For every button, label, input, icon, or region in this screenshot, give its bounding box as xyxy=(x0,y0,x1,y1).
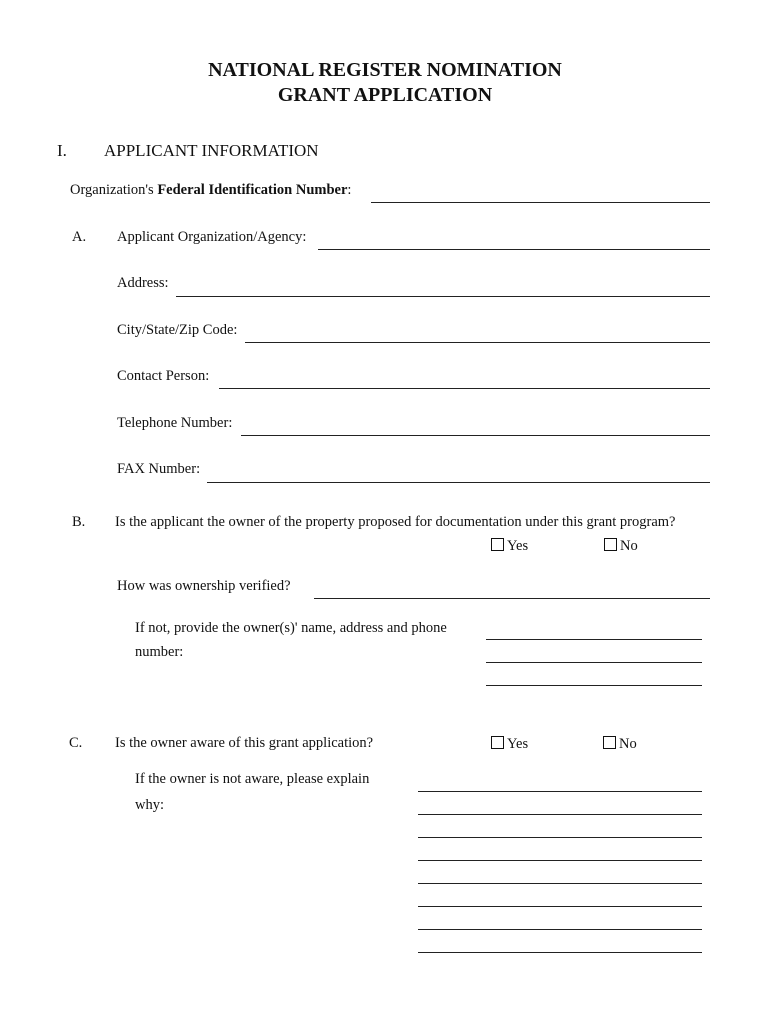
contact-field[interactable] xyxy=(219,388,710,389)
fein-label-bold: Federal Identification Number xyxy=(157,182,348,198)
form-title-line1: NATIONAL REGISTER NOMINATION xyxy=(208,59,562,81)
verified-field[interactable] xyxy=(314,598,710,599)
part-b-no-checkbox[interactable] xyxy=(604,538,617,551)
part-b-yes-checkbox[interactable] xyxy=(491,538,504,551)
fax-label: FAX Number: xyxy=(117,461,201,477)
part-c-letter: C. xyxy=(69,735,83,751)
part-b-no-option[interactable] xyxy=(604,538,638,555)
section-title: APPLICANT INFORMATION xyxy=(104,141,319,160)
explain-field-3[interactable] xyxy=(418,837,702,838)
phone-field[interactable] xyxy=(241,435,710,436)
explain-field-2[interactable] xyxy=(418,814,702,815)
part-a-letter: A. xyxy=(72,229,87,245)
part-c-yes-option[interactable] xyxy=(491,736,528,753)
explain-field-5[interactable] xyxy=(418,883,702,884)
explain-field-1[interactable] xyxy=(418,791,702,792)
address-label: Address: xyxy=(117,275,169,291)
form-title-line2: GRANT APPLICATION xyxy=(277,84,493,106)
part-b-no-label: No xyxy=(620,538,638,554)
if-not-label-line1: If not, provide the owner(s)' name, address and phone xyxy=(135,620,447,636)
part-c-yes-checkbox[interactable] xyxy=(491,736,504,749)
explain-field-8[interactable] xyxy=(418,952,702,953)
owner-info-field-3[interactable] xyxy=(486,685,702,686)
part-c-yes-label: Yes xyxy=(507,736,529,752)
contact-label: Contact Person: xyxy=(117,368,210,384)
if-not-label-line2: number: xyxy=(135,644,184,660)
explain-label-line1: If the owner is not aware, please explain xyxy=(135,771,370,787)
explain-field-7[interactable] xyxy=(418,929,702,930)
fein-label xyxy=(70,182,351,199)
part-b-letter: B. xyxy=(72,514,86,530)
explain-field-4[interactable] xyxy=(418,860,702,861)
part-b-question: Is the applicant the owner of the property proposed for documentation under this grant program? xyxy=(115,514,676,530)
fax-field[interactable] xyxy=(207,482,710,483)
part-c-no-checkbox[interactable] xyxy=(603,736,616,749)
fein-label-suffix: : xyxy=(347,182,352,198)
org-field[interactable] xyxy=(318,249,710,250)
owner-info-field-1[interactable] xyxy=(486,639,702,640)
explain-label-line2: why: xyxy=(135,797,164,813)
city-label: City/State/Zip Code: xyxy=(117,322,238,338)
verified-label: How was ownership verified? xyxy=(117,578,291,594)
section-number: I. xyxy=(57,141,67,160)
address-field[interactable] xyxy=(176,296,710,297)
org-label: Applicant Organization/Agency: xyxy=(117,229,307,245)
part-b-yes-option[interactable] xyxy=(491,538,528,555)
part-b-yes-label: Yes xyxy=(507,538,529,554)
fein-field[interactable] xyxy=(371,202,710,203)
city-field[interactable] xyxy=(245,342,710,343)
explain-field-6[interactable] xyxy=(418,906,702,907)
part-c-no-option[interactable] xyxy=(603,736,637,753)
part-c-no-label: No xyxy=(619,736,637,752)
owner-info-field-2[interactable] xyxy=(486,662,702,663)
fein-label-prefix: Organization's xyxy=(70,182,158,198)
part-c-question: Is the owner aware of this grant application? xyxy=(115,735,374,751)
phone-label: Telephone Number: xyxy=(117,415,233,431)
